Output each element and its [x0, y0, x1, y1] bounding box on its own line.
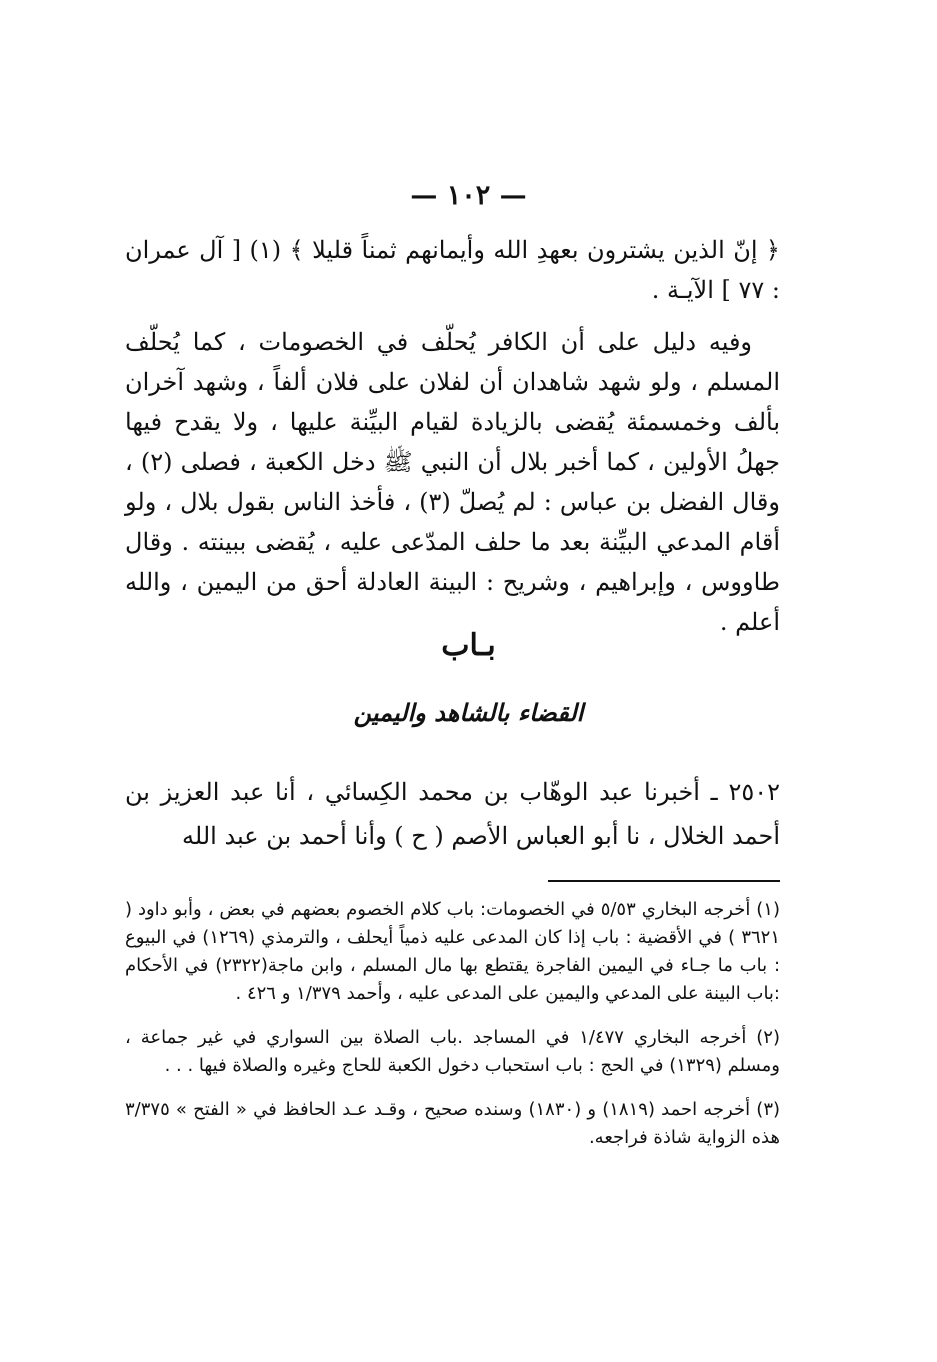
hadith-block: [125, 770, 780, 858]
footnotes-section: [125, 896, 780, 1168]
hadith-chain: ٢٥٠٢ ـ أخبرنا عبد الوهّاب بن محمد الكِسائي ، أنا عبد العزيز بن أحمد الخلال ، نا أبو العباس الأصم ( ح ) وأنا أحمد بن عبد الله: [125, 778, 780, 850]
commentary-paragraph: وفيه دليل على أن الكافر يُحلّف في الخصومات ، كما يُحلّف المسلم ، ولو شهد شاهدان أن لفلان على فلان ألفاً ، وشهد آخران بألف وخمسمئة يُقضى بالزيادة لقيام البيِّنة عليها ، ولا يقدح فيها جهلُ الأولين ، كما أخبر بلال أن النبي ﷺ دخل الكعبة ، فصلى (٢) ، وقال الفضل بن عباس : لم يُصلّ (٣) ، فأخذ الناس بقول بلال ، ولو أقام المدعي البيِّنة بعد ما حلف المدّعى عليه ، يُقضى ببينته . وقال طاووس ، وإبراهيم ، وشريح : البينة العادلة أحق من اليمين ، والله أعلم .: [125, 328, 780, 636]
footnote-separator: [548, 880, 780, 882]
chapter-title: القضاء بالشاهد واليمين: [353, 698, 584, 727]
page-number: — ١٠٢ —: [410, 180, 527, 211]
footnote-3: (٣) أخرجه احمد (١٨١٩) و (١٨٣٠) وسنده صحيح ، وقـد عـد الحافظ في « الفتح » ٣/٣٧٥ هذه الزواية شاذة فراجعه.: [125, 1099, 781, 1148]
quran-verse-line: ﴿ إنّ الذين يشترون بعهدِ الله وأيمانهم ثمناً قليلا ﴾ (١) [ آل عمران : ٧٧ ] الآيـة .: [125, 236, 780, 304]
main-text-block: [125, 230, 780, 642]
chapter-heading-mark: بـاب: [441, 628, 496, 663]
footnote-2: (٢) أخرجه البخاري ١/٤٧٧ في المساجد .باب الصلاة بين السواري في غير جماعة ، ومسلم (١٣٢٩) في الحج : باب استحباب دخول الكعبة للحاج وغيره والصلاة فيها . . .: [125, 1027, 780, 1076]
footnote-1: (١) أخرجه البخاري ٥/٥٣ في الخصومات: باب كلام الخصوم بعضهم في بعض ، وأبو داود ( ٣٦٢١ ) في الأقضية : باب إذا كان المدعى عليه ذمياً أيحلف ، والترمذي (١٢٦٩) في البيوع : باب ما جـاء في اليمين الفاجرة يقتطع بها مال المسلم ، وابن ماجة(٢٣٢٢) في الأحكام :باب البينة على المدعي واليمين على المدعى عليه ، وأحمد ١/٣٧٩ و ٤٢٦ .: [125, 899, 781, 1004]
